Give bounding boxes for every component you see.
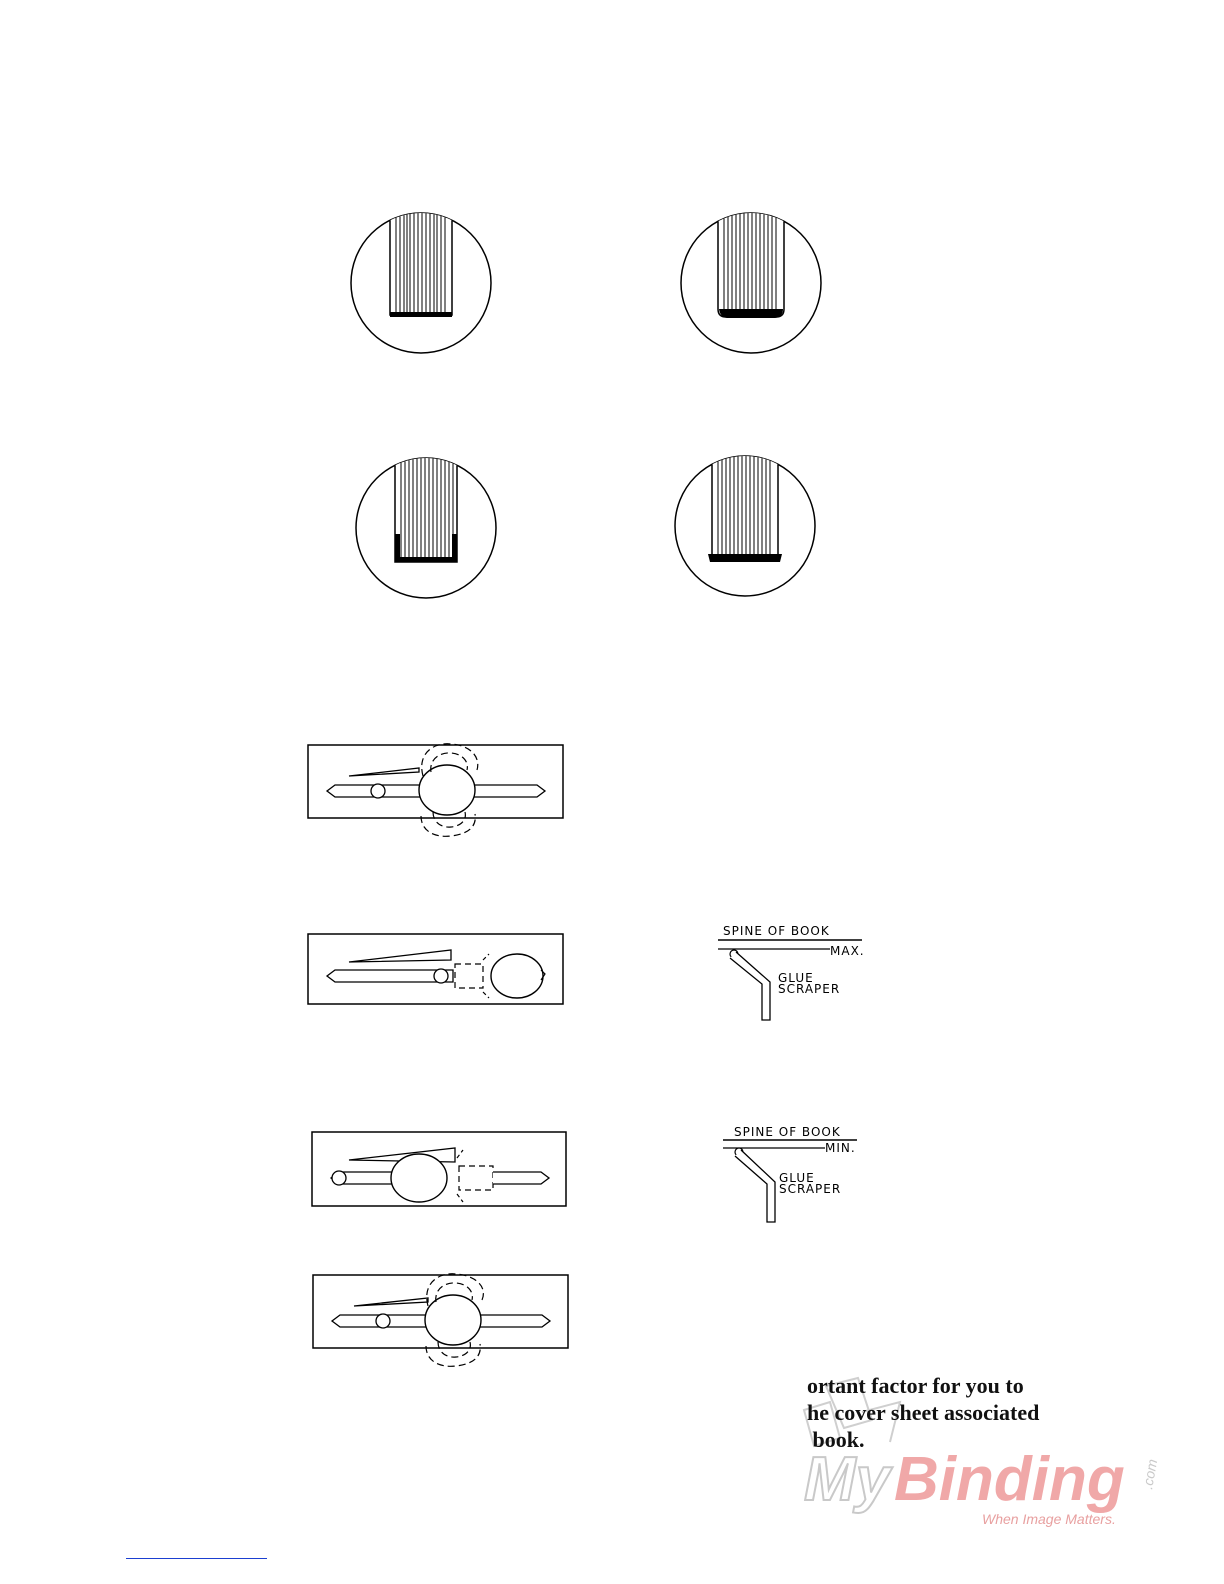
logo-dotcom: .com: [1139, 1457, 1161, 1491]
spine-of-book-label: SPINE OF BOOK: [723, 924, 830, 938]
spine-closeup-3: [345, 450, 505, 610]
glue-scraper-min-diagram: [715, 1122, 885, 1232]
spine-closeup-4-drawing: [664, 450, 824, 610]
glue-label: GLUE: [779, 1171, 815, 1185]
footnote-rule: [126, 1558, 267, 1559]
glue-label: GLUE: [778, 971, 814, 985]
adjustment-slot-diagram-2: [305, 930, 567, 1008]
logo-my: My: [804, 1445, 891, 1514]
adjustment-slot-diagram-3-drawing: [309, 1128, 571, 1210]
body-text-fragment: [807, 1372, 1067, 1453]
spine-closeup-3-drawing: [345, 450, 505, 610]
adjustment-slot-diagram-3: [309, 1128, 571, 1210]
spine-of-book-label: SPINE OF BOOK: [734, 1125, 841, 1139]
logo-binding: Binding: [894, 1445, 1125, 1514]
scraper-label: SCRAPER: [779, 1182, 842, 1196]
spine-closeup-1-drawing: [340, 205, 500, 365]
logo-tagline: When Image Matters.: [982, 1511, 1116, 1527]
max-label: MAX.: [830, 944, 865, 958]
spine-closeup-2-drawing: [670, 205, 830, 365]
adjustment-slot-diagram-4-drawing: [310, 1268, 572, 1372]
spine-closeup-1: [340, 205, 500, 365]
spine-closeup-2: [670, 205, 830, 365]
adjustment-slot-diagram-2-drawing: [305, 930, 567, 1008]
adjustment-slot-diagram-1: [305, 738, 567, 842]
min-label: MIN.: [825, 1141, 856, 1155]
text-line-3: book.: [807, 1427, 865, 1452]
text-line-1: ortant factor for you to: [807, 1373, 1024, 1398]
adjustment-slot-diagram-4: [310, 1268, 572, 1372]
spine-closeup-4: [664, 450, 824, 610]
text-line-2: he cover sheet associated: [807, 1400, 1040, 1425]
scraper-label: SCRAPER: [778, 982, 841, 996]
adjustment-slot-diagram-1-drawing: [305, 738, 567, 842]
glue-scraper-max-diagram: [710, 920, 880, 1030]
